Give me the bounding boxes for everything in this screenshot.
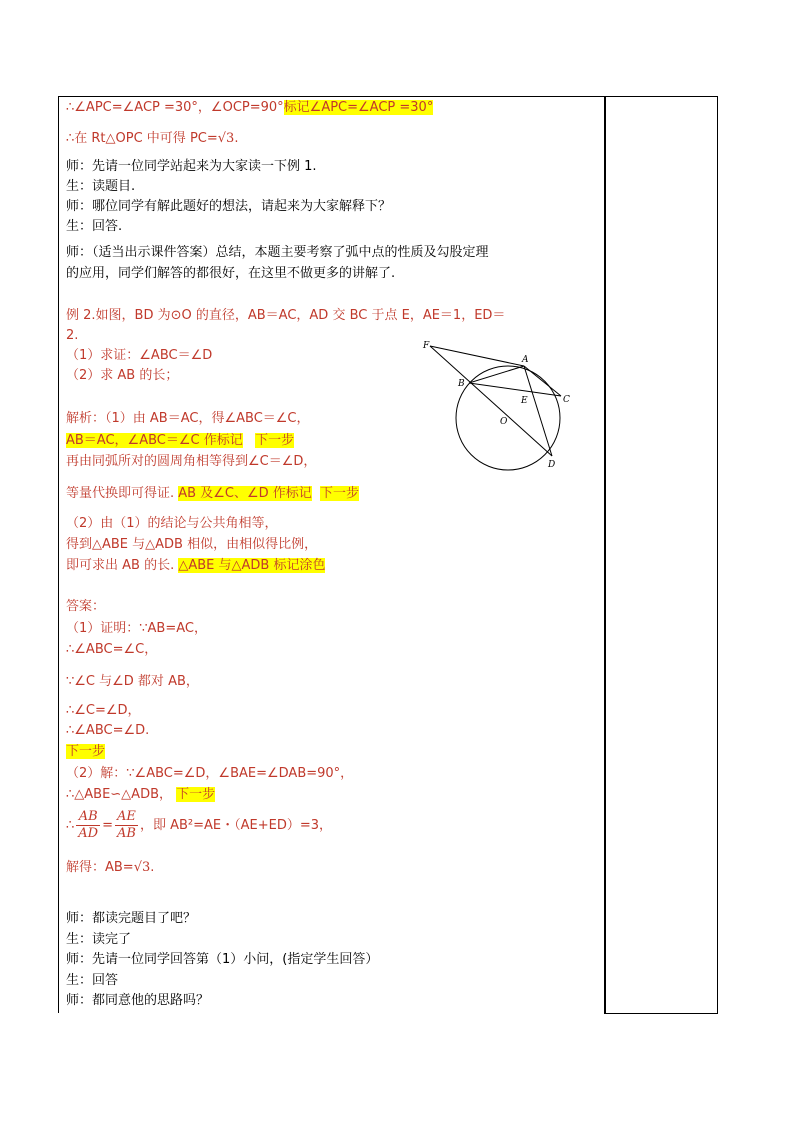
answer-4: ∴∠C=∠D， [66, 703, 141, 718]
line-1: ∴∠APC=∠ACP =30°，∠OCP=90°标记∠APC=∠ACP =30° [66, 100, 434, 115]
line-31: 师：都读完题目了吧？ [66, 911, 197, 926]
next-step-button[interactable]: 下一步 [255, 433, 295, 448]
answer-next [66, 743, 105, 761]
answer-3: ∵∠C 与∠D 都对 AB， [66, 674, 199, 689]
line-7: 师：（适当出示课件答案）总结，本题主要考察了弧中点的性质及勾股定理 [66, 245, 489, 260]
circle-o [456, 366, 560, 470]
line-35: 师：都同意他的思路吗？ [66, 993, 210, 1008]
label-c: C [563, 395, 570, 405]
answer-heading: 答案： [66, 599, 106, 614]
analysis-4: 等量代换即可得证. AB 及∠C、∠D 作标记 下一步 [66, 486, 360, 501]
segment-fa [430, 346, 524, 366]
analysis-3: 再由同弧所对的圆周角相等得到∠C＝∠D， [66, 454, 317, 469]
line-4: 生：读题目. [66, 179, 136, 194]
analysis-6: 得到△ABE 与△ADB 相似，由相似得比例， [66, 537, 318, 552]
line-3: 师：先请一位同学站起来为大家读一下例 1. [66, 159, 317, 174]
analysis-5: （2）由（1）的结论与公共角相等， [66, 516, 278, 531]
label-o: O [500, 417, 508, 427]
answer-2: ∴∠ABC=∠C， [66, 642, 158, 657]
question-1: （1）求证：∠ABC＝∠D [66, 348, 213, 363]
answer-9: 解得：AB=√3. [66, 860, 155, 875]
answer-5: ∴∠ABC=∠D. [66, 723, 150, 738]
analysis-1: 解析：（1）由 AB＝AC，得∠ABC＝∠C， [66, 411, 310, 426]
segment-ab [469, 366, 524, 383]
side-cell [604, 96, 718, 1014]
label-d: D [548, 460, 556, 470]
line-33: 师：先请一位同学回答第（1）小问，(指定学生回答） [66, 952, 379, 967]
geometry-figure [418, 336, 588, 476]
answer-1: （1）证明：∵AB=AC， [66, 621, 207, 636]
label-e: E [521, 396, 528, 406]
answer-6: （2）解：∵∠ABC=∠D，∠BAE=∠DAB=90°， [66, 766, 354, 781]
analysis-7: 即可求出 AB 的长. △ABE 与△ADB 标记涂色 [66, 558, 326, 573]
line-2: ∴在 Rt△OPC 中可得 PC=√3. [66, 131, 239, 146]
label-f: F [423, 341, 430, 351]
line-34: 生：回答 [66, 973, 119, 988]
line-8: 的应用，同学们解答的都很好，在这里不做更多的讲解了. [66, 266, 396, 281]
label-b: B [458, 379, 465, 389]
line-5: 师：哪位同学有解此题好的想法，请起来为大家解释下？ [66, 199, 392, 214]
segment-ad [524, 366, 552, 456]
example-2-statement: 例 2.如图，BD 为⊙O 的直径，AB＝AC，AD 交 BC 于点 E，AE＝1，ED＝ [66, 308, 506, 323]
next-step-button[interactable]: 下一步 [176, 787, 216, 802]
highlight-mark: 标记∠APC=∠ACP =30° [283, 100, 434, 115]
answer-8: ∴ $\frac{AB}{AD}$ = $\frac{AE}{AB}$ ，即 AB²=AE・（AE+ED）=3， [66, 809, 332, 841]
line-10: 2. [66, 328, 79, 343]
next-step-button[interactable]: 下一步 [66, 744, 106, 759]
line-6: 生：回答. [66, 219, 123, 234]
analysis-2: AB＝AC，∠ABC＝∠C 作标记 下一步 [66, 433, 295, 448]
line-32: 生：读完了 [66, 932, 132, 947]
answer-7: ∴△ABE∽△ADB， 下一步 [66, 787, 216, 802]
question-2: （2）求 AB 的长； [66, 368, 179, 383]
label-a: A [522, 355, 529, 365]
segment-fd [430, 346, 552, 456]
next-step-button[interactable]: 下一步 [320, 486, 360, 501]
